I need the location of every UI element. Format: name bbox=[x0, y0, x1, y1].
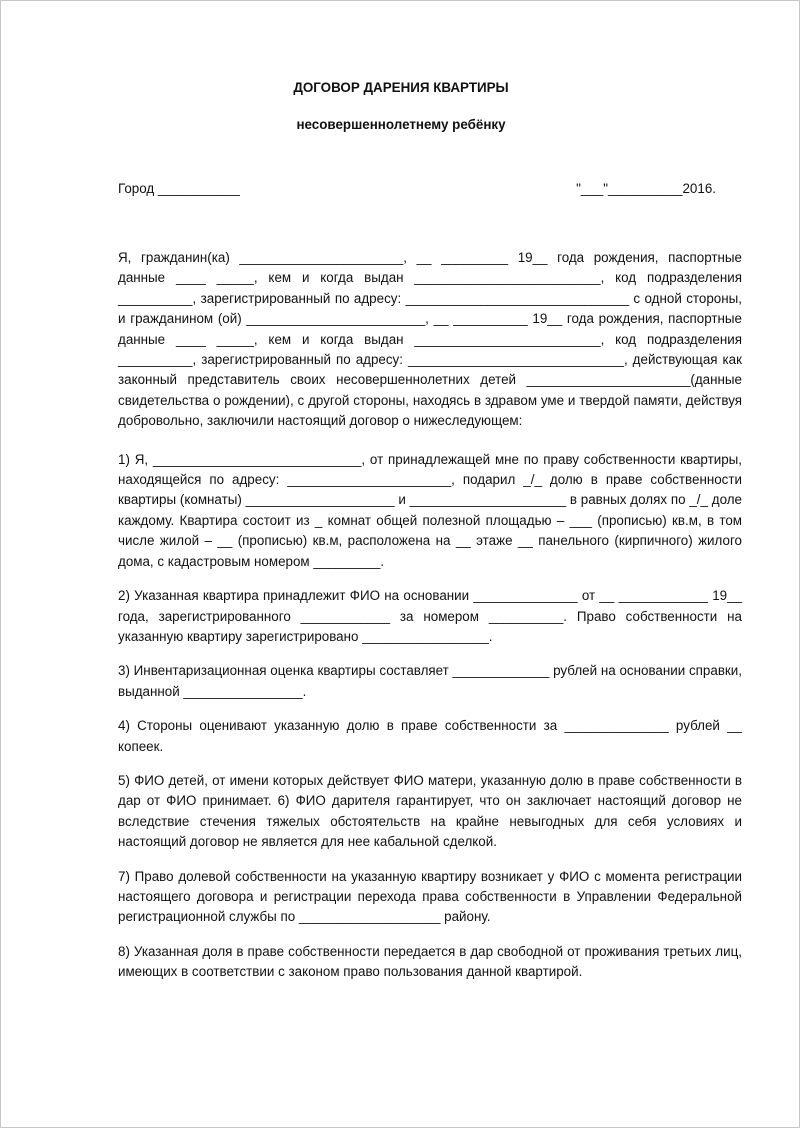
contract-body bbox=[118, 248, 742, 983]
date-line: "___"__________2016. bbox=[576, 181, 716, 196]
clause-1: 1) Я, ____________________________, от принадлежащей мне по праву собственности квартиры, находящейся по адресу: ______________________, подарил _/_ долю в праве собственности квартиры (комнаты) ____________________ и _____________________ в равных долях по _/_ доле каждому. Квартира состоит из _ комнат общей полезной площадью – ___ (прописью) кв.м, в том числе жилой – __ (прописью) кв.м, расположена на __ этаже __ панельного (кирпичного) жилого дома, с кадастровым номером _________. bbox=[118, 451, 742, 569]
city-line: Город ___________ bbox=[118, 181, 240, 196]
clause-4: 4) Стороны оценивают указанную долю в праве собственности за ______________ рублей __ копеек. bbox=[118, 718, 742, 754]
clause-2: 2) Указанная квартира принадлежит ФИО на основании ______________ от __ ____________ 19__ года, зарегистрированного ____________ за номером __________. Право собственности на указанную квартиру зарегистрировано _________________. bbox=[118, 588, 742, 644]
document-subtitle: несовершеннолетнему ребёнку bbox=[296, 117, 506, 132]
document-title: ДОГОВОР ДАРЕНИЯ КВАРТИРЫ bbox=[293, 80, 509, 95]
clause-3: 3) Инвентаризационная оценка квартиры составляет _____________ рублей на основании справки, выданной ________________. bbox=[118, 663, 742, 699]
clause-7: 7) Право долевой собственности на указанную квартиру возникает у ФИО с момента регистрации настоящего договора и регистрации перехода права собственности в Управлении Федеральной регистрационной службы по ___________________ району. bbox=[118, 868, 742, 925]
clause-8: 8) Указанная доля в праве собственности передается в дар свободной от проживания третьих лиц, имеющих в соответствии с законом право пользования данной квартирой. bbox=[118, 943, 742, 980]
clause-5-6: 5) ФИО детей, от имени которых действует ФИО матери, указанную долю в праве собственности в дар от ФИО принимает. 6) ФИО дарителя гарантирует, что он заключает настоящий договор не вследствие стечения тяжелых обстоятельств на крайне невыгодных для себя условиях и настоящий договор не является для нее кабальной сделкой. bbox=[118, 772, 742, 850]
parties-paragraph: Я, гражданин(ка) ______________________, __ _________ 19__ года рождения, паспортные данные ____ _____, кем и когда выдан _________________________, код подразделения __________, зарегистрированный по адресу: ______________________________ с одной стороны, и гражданином (ой) ________________________, __ __________ 19__ года рождения, паспортные данные ____ _____, кем и когда выдан _________________________, код подразделения __________, зарегистрированный по адресу: _____________________________, действующая как законный представитель своих несовершеннолетних детей ______________________(данные свидетельства о рождении), с другой стороны, находясь в здравом уме и твердой памяти, действуя добровольно, заключили настоящий договор о нижеследующем: bbox=[118, 250, 742, 429]
